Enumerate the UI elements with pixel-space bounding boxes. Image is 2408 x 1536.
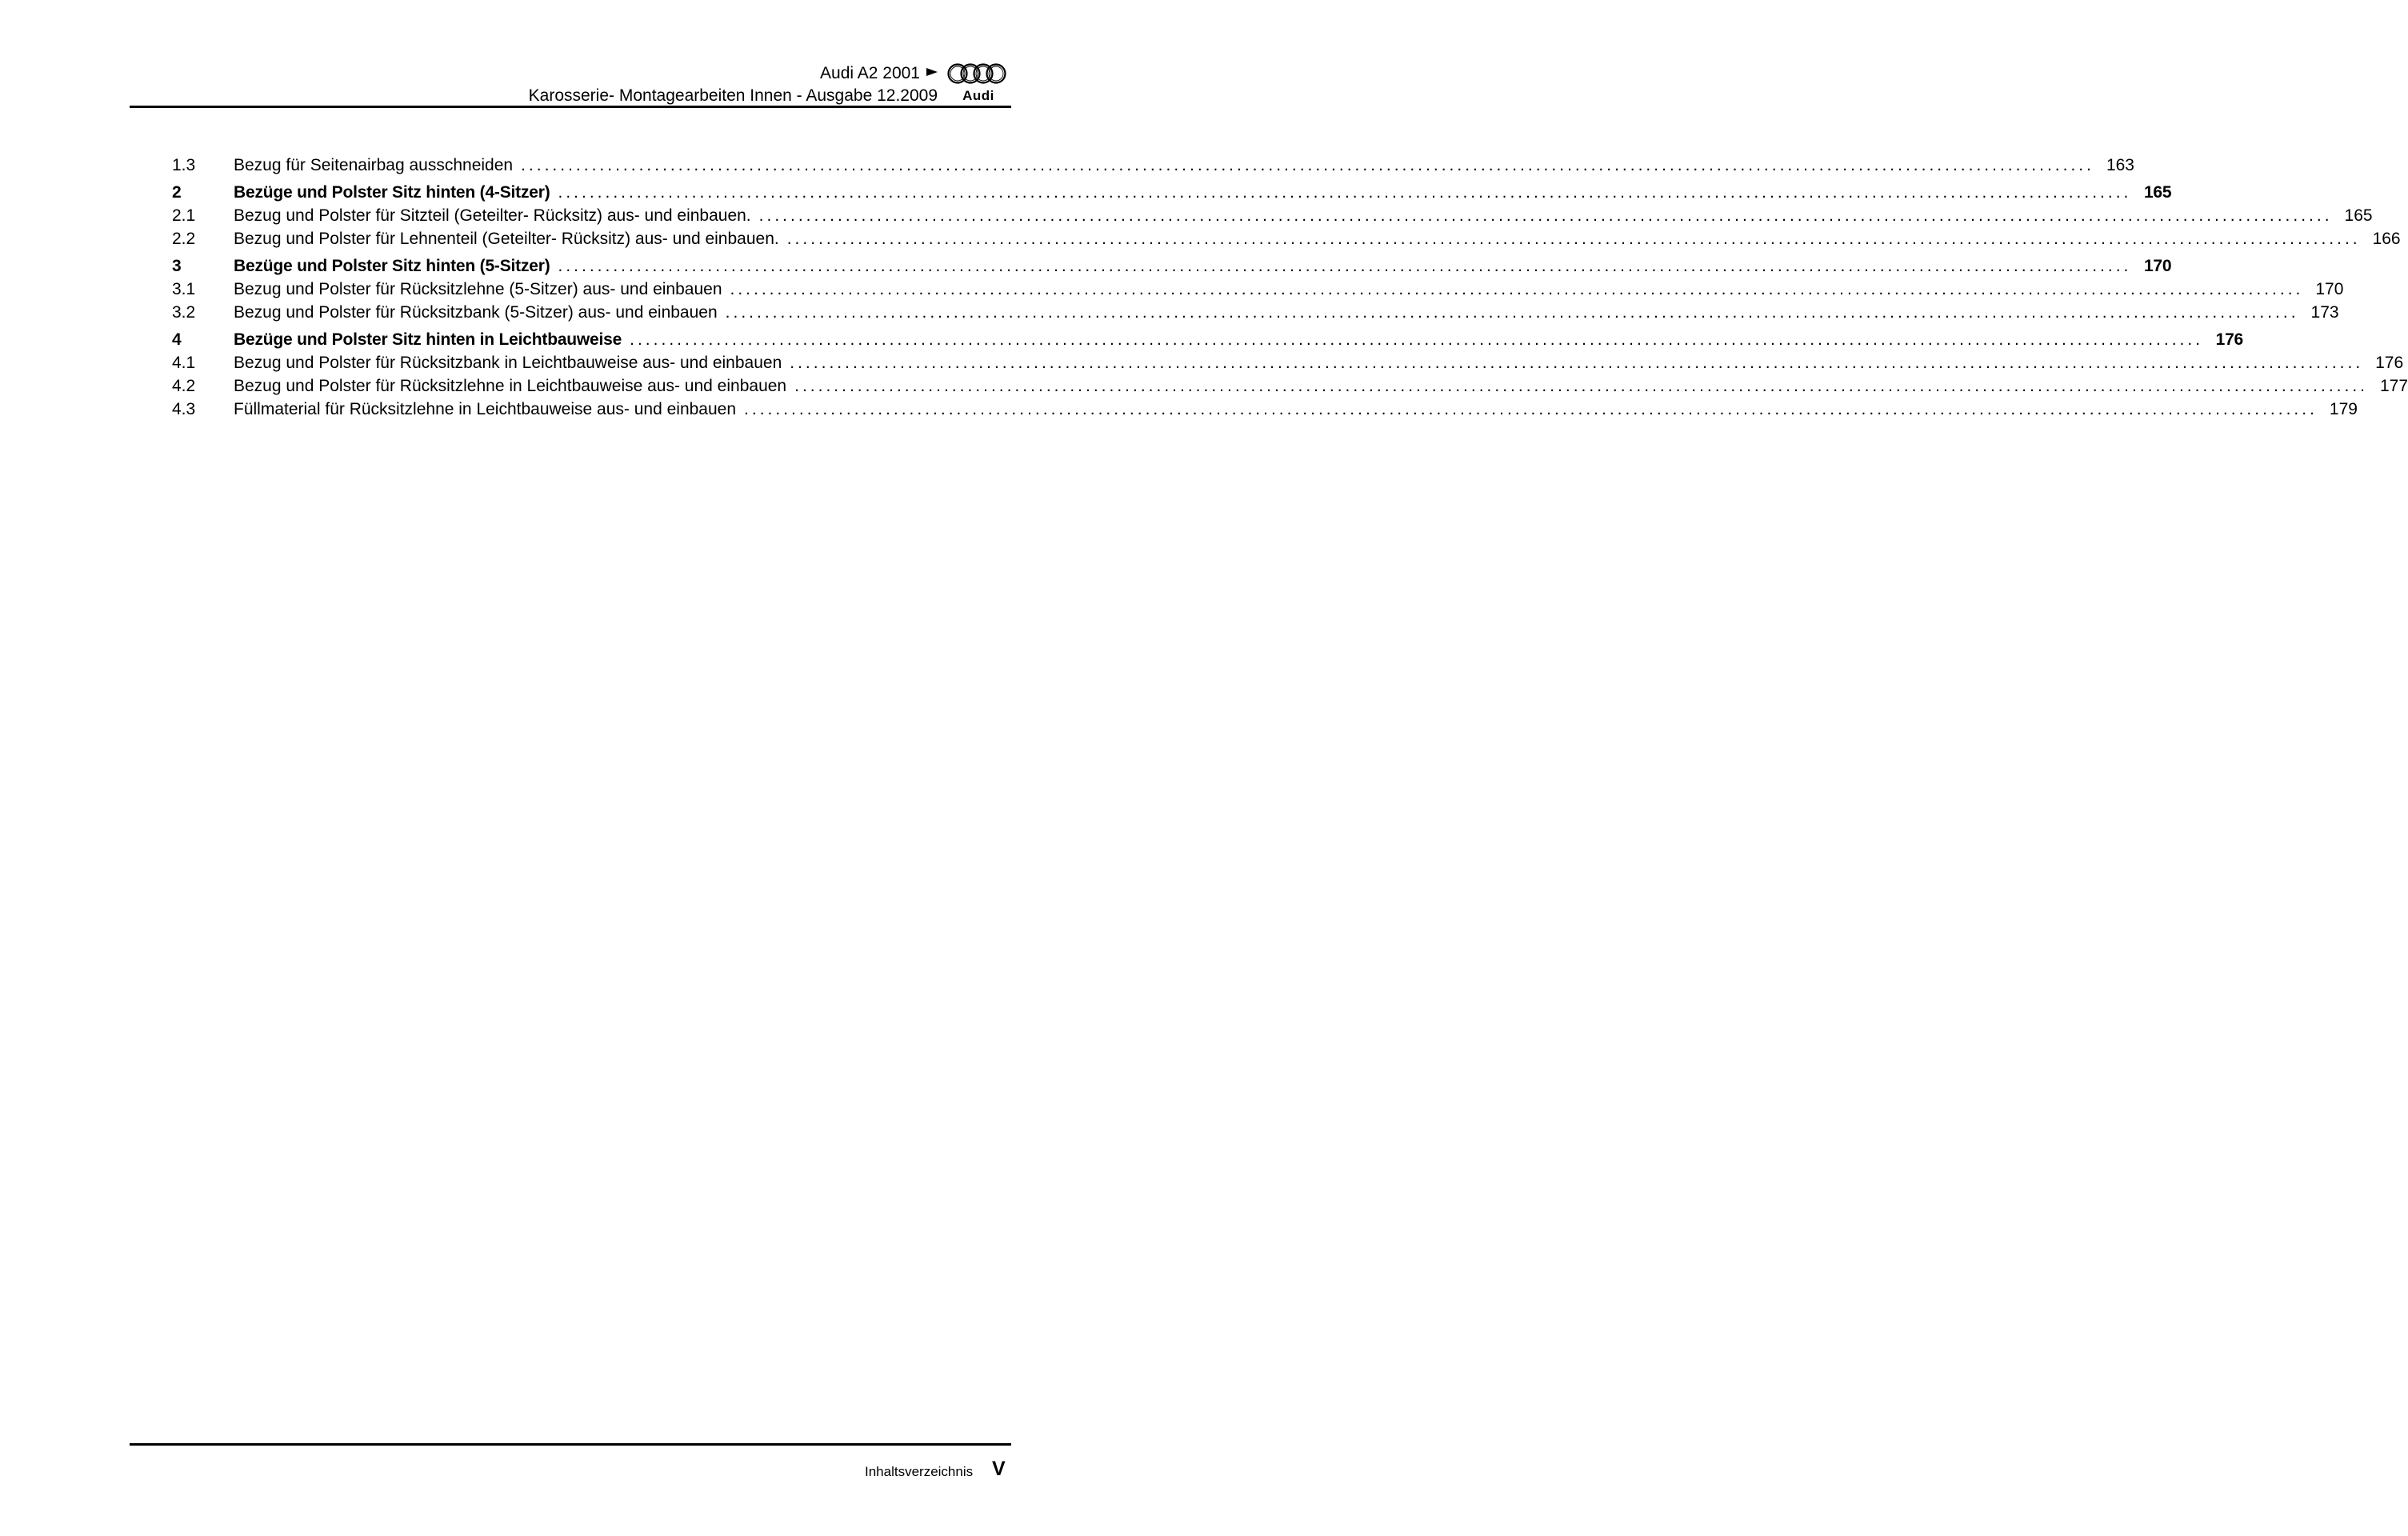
toc-entry-number: 4 <box>172 330 182 349</box>
toc-entry-title: Bezug und Polster für Rücksitzlehne in Leichtbauweise aus- und einbauen <box>234 377 787 395</box>
toc-entry-title: Bezug und Polster für Rücksitzbank in Leichtbauweise aus- und einbauen <box>234 354 782 372</box>
toc-entry-number: 3 <box>172 257 182 275</box>
toc-entry-number: 2 <box>172 183 182 202</box>
toc-entry[interactable] <box>172 254 2172 278</box>
toc-entry-number: 3.2 <box>172 303 196 322</box>
footer-page-number: V <box>992 1458 1006 1480</box>
toc-entry-title: Füllmaterial für Rücksitzlehne in Leichtbauweise aus- und einbauen <box>234 400 737 418</box>
audi-logo-word: Audi <box>962 88 994 103</box>
toc-dot-leader: ........................................................................................................................................................................................................ <box>730 280 2304 298</box>
toc-entry[interactable] <box>172 398 2358 421</box>
toc-entry[interactable] <box>172 154 2134 177</box>
toc-entry-page: 177 <box>2379 377 2408 395</box>
toc-dot-leader: ........................................................................................................................................................................................................ <box>758 206 2333 225</box>
toc-entry-title: Bezug und Polster für Rücksitzbank (5-Sitzer) aus- und einbauen <box>234 303 718 322</box>
toc-entry-page: 170 <box>2143 257 2172 275</box>
toc-entry-title: Bezüge und Polster Sitz hinten (5-Sitzer) <box>234 257 550 275</box>
toc-entry-title: Bezug und Polster für Lehnenteil (Geteilter- Rücksitz) aus- und einbauen. <box>234 230 779 248</box>
toc-dot-leader: ........................................................................................................................................................................................................ <box>725 303 2299 322</box>
toc-entry-title: Bezug für Seitenairbag ausschneiden <box>234 156 514 174</box>
toc-entry-title: Bezüge und Polster Sitz hinten (4-Sitzer) <box>234 183 550 202</box>
toc-entry-number: 4.1 <box>172 354 196 372</box>
toc-dot-leader: ........................................................................................................................................................................................................ <box>786 230 2361 248</box>
toc-entry-page: 163 <box>2106 156 2134 174</box>
toc-entry-page: 173 <box>2310 303 2339 322</box>
toc-dot-leader: ........................................................................................................................................................................................................ <box>794 377 2369 395</box>
toc-entry-page: 176 <box>2375 354 2404 372</box>
arrow-right-icon <box>926 68 938 76</box>
toc-entry-title: Bezug und Polster für Sitzteil (Geteilter- Rücksitz) aus- und einbauen. <box>234 206 751 225</box>
toc-entry[interactable] <box>172 181 2172 204</box>
toc-entry[interactable] <box>172 278 2344 301</box>
toc-entry-page: 165 <box>2344 206 2373 225</box>
toc-entry[interactable] <box>172 374 2408 398</box>
footer-section-label: Inhaltsverzeichnis <box>865 1464 974 1479</box>
toc-entry[interactable] <box>172 227 2401 250</box>
toc-entry-title: Bezüge und Polster Sitz hinten in Leichtbauweise <box>234 330 622 349</box>
toc-entry-page: 179 <box>2329 400 2358 418</box>
toc-dot-leader: ........................................................................................................................................................................................................ <box>558 183 2132 202</box>
toc-entry[interactable] <box>172 301 2339 324</box>
toc-entry-page: 166 <box>2372 230 2401 248</box>
toc-dot-leader: ........................................................................................................................................................................................................ <box>790 354 2364 372</box>
toc-entry-title: Bezug und Polster für Rücksitzlehne (5-Sitzer) aus- und einbauen <box>234 280 722 298</box>
toc-dot-leader: ........................................................................................................................................................................................................ <box>630 330 2204 349</box>
toc-entry-page: 170 <box>2315 280 2344 298</box>
audi-logo <box>946 62 1010 107</box>
toc-entry-number: 2.2 <box>172 230 196 248</box>
toc-dot-leader: ........................................................................................................................................................................................................ <box>521 156 2094 174</box>
toc-entry-number: 4.3 <box>172 400 196 418</box>
header-subtitle: Karosserie- Montagearbeiten Innen - Ausgabe 12.2009 <box>528 86 938 105</box>
toc-entry-page: 176 <box>2215 330 2244 349</box>
toc-entry-number: 3.1 <box>172 280 196 298</box>
toc-entry[interactable] <box>172 351 2404 374</box>
toc-entry-number: 1.3 <box>172 156 196 174</box>
header-vehicle-line <box>529 62 938 85</box>
toc-dot-leader: ........................................................................................................................................................................................................ <box>744 400 2318 418</box>
toc-entry-number: 4.2 <box>172 377 196 395</box>
toc-entry[interactable] <box>172 204 2373 227</box>
header-vehicle: Audi A2 2001 <box>820 64 920 82</box>
footer-divider <box>130 1443 1011 1446</box>
toc-dot-leader: ........................................................................................................................................................................................................ <box>558 257 2132 275</box>
toc-entry[interactable] <box>172 328 2244 351</box>
audi-rings-icon <box>946 62 1010 88</box>
toc-entry-page: 165 <box>2143 183 2172 202</box>
header-divider <box>130 106 1011 108</box>
page-header <box>529 62 938 107</box>
table-of-contents <box>172 154 2408 421</box>
toc-entry-number: 2.1 <box>172 206 196 225</box>
